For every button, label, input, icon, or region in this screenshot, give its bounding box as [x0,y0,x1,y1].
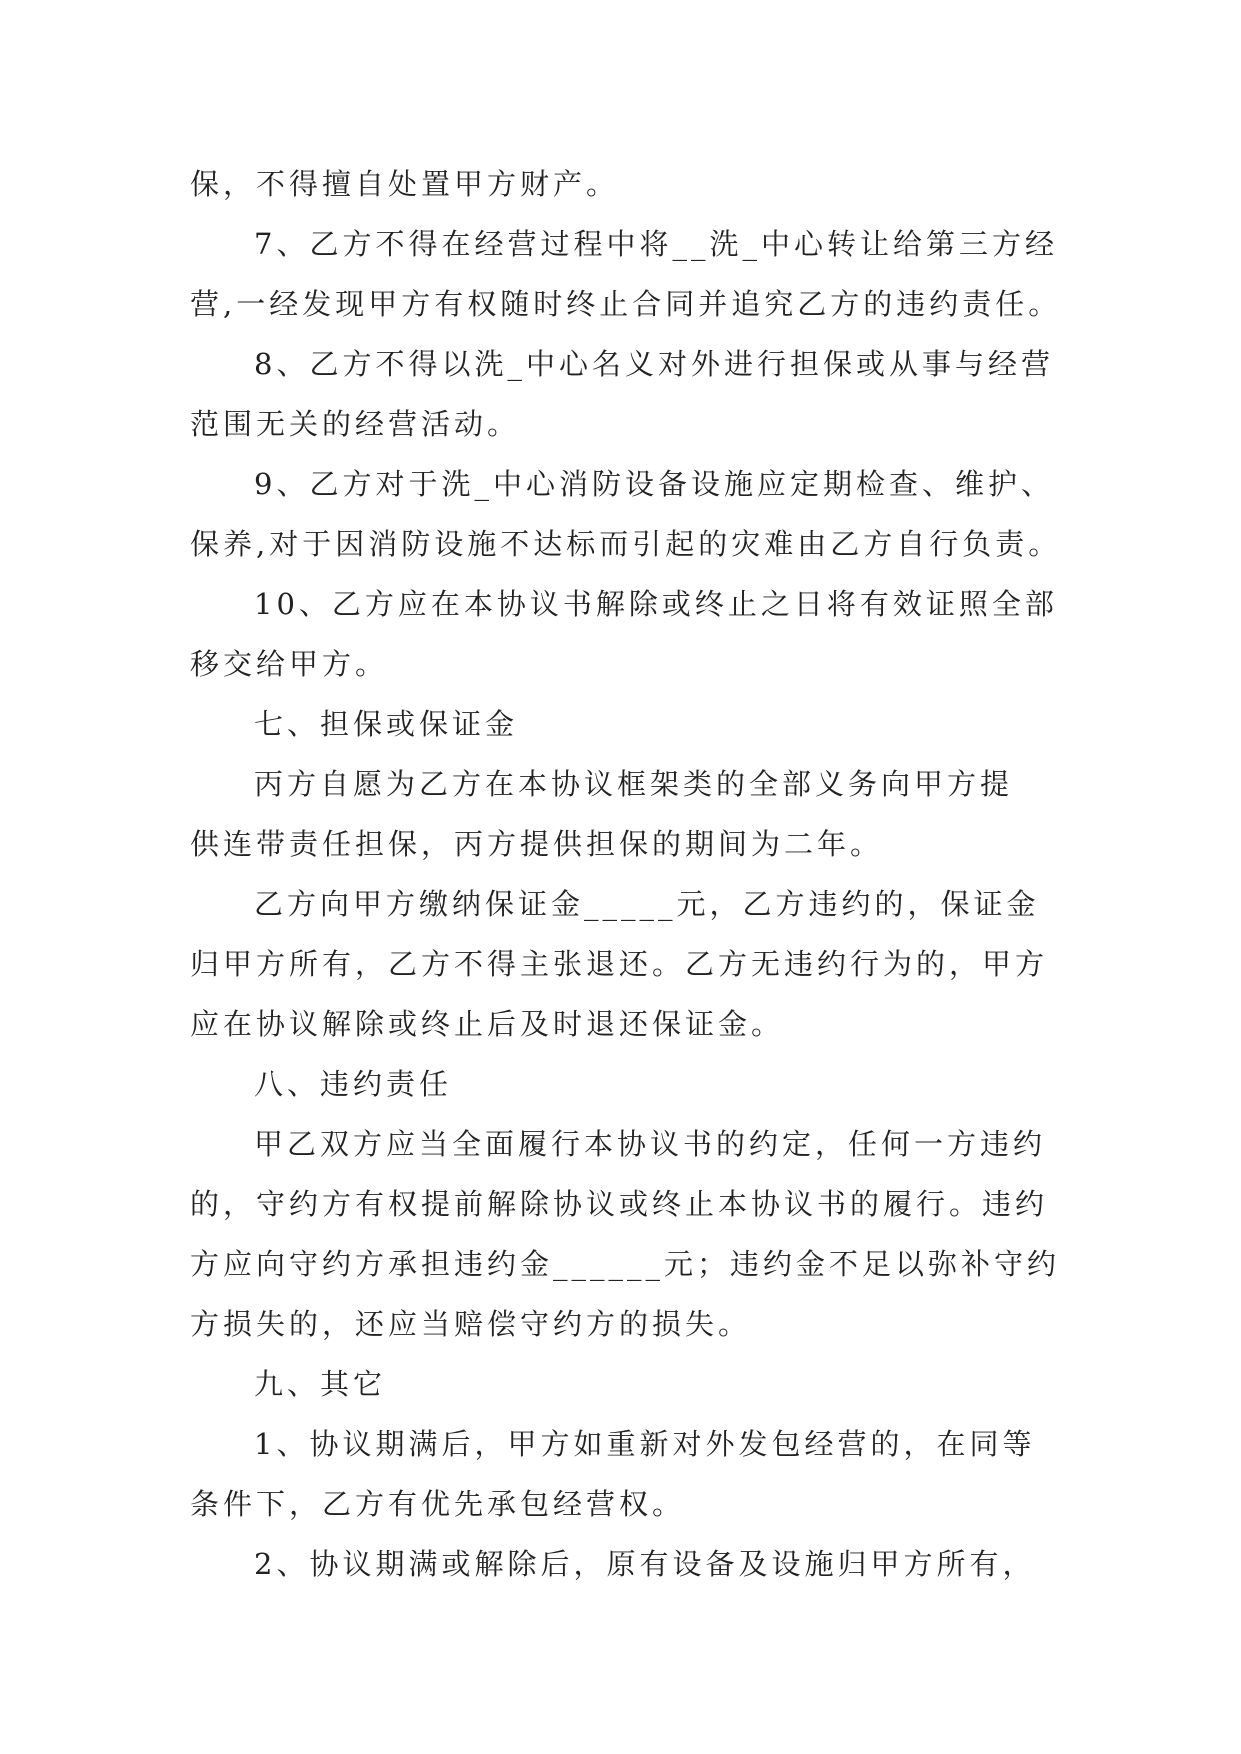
text-line: 的，守约方有权提前解除协议或终止本协议书的履行。违约 [190,1187,1049,1221]
text-line: 保养,对于因消防设施不达标而引起的灾难由乙方自行负责。 [190,527,1062,561]
text-line: 归甲方所有，乙方不得主张退还。乙方无违约行为的，甲方 [190,947,1049,981]
text-line: 9、乙方对于洗_中心消防设备设施应定期检查、维护、 [254,467,1054,501]
section-heading: 九、其它 [254,1367,387,1401]
text-line: 乙方向甲方缴纳保证金_____元，乙方违约的，保证金 [254,887,1040,921]
text-line: 应在协议解除或终止后及时退还保证金。 [190,1007,785,1041]
text-line: 保，不得擅自处置甲方财产。 [190,167,620,201]
text-line: 条件下，乙方有优先承包经营权。 [190,1487,686,1521]
text-line: 方应向守约方承担违约金______元；违约金不足以弥补守约 [190,1247,1061,1281]
section-heading: 八、违约责任 [254,1067,453,1101]
document-body [190,154,1062,1594]
text-line: 供连带责任担保，丙方提供担保的期间为二年。 [190,827,884,861]
text-line: 移交给甲方。 [190,647,389,681]
text-line: 甲乙双方应当全面履行本协议书的约定，任何一方违约 [254,1127,1047,1161]
text-line: 1、协议期满后，甲方如重新对外发包经营的，在同等 [254,1427,1036,1461]
text-line: 10、乙方应在本协议书解除或终止之日将有效证照全部 [254,587,1058,621]
text-line: 2、协议期满或解除后，原有设备及设施归甲方所有， [254,1547,1036,1581]
section-heading: 七、担保或保证金 [254,707,519,741]
text-line: 营,一经发现甲方有权随时终止合同并追究乙方的违约责任。 [190,287,1062,321]
text-line: 丙方自愿为乙方在本协议框架类的全部义务向甲方提 [254,767,1014,801]
text-line: 范围无关的经营活动。 [190,407,521,441]
text-line: 7、乙方不得在经营过程中将__洗_中心转让给第三方经 [254,227,1058,261]
text-line: 方损失的，还应当赔偿守约方的损失。 [190,1307,752,1341]
text-line: 8、乙方不得以洗_中心名义对外进行担保或从事与经营 [254,347,1054,381]
